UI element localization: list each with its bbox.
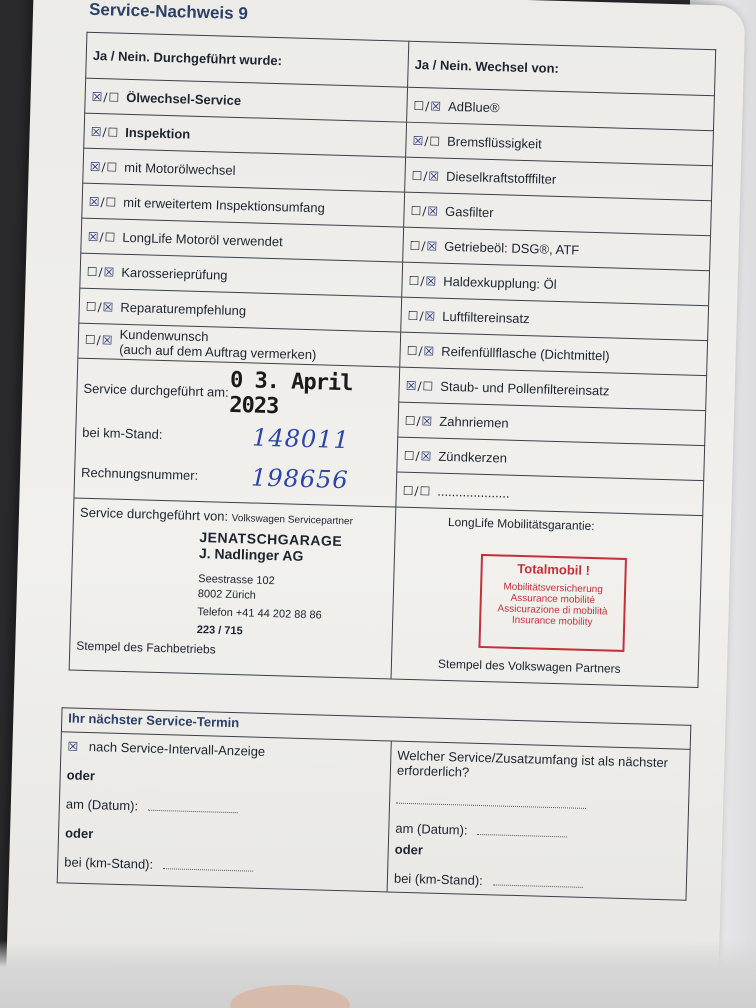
longlife-label: LongLife Mobilitätsgarantie:	[447, 514, 595, 534]
left-checkbox[interactable]: ☐/☒	[86, 264, 116, 280]
left-item-label: mit Motorölwechsel	[124, 159, 236, 178]
left-item-label: Karosserieprüfung	[121, 264, 228, 283]
right-checkbox[interactable]: ☐/☒	[410, 203, 440, 219]
left-checkbox[interactable]: ☒/☐	[88, 194, 118, 210]
next-km-field[interactable]	[163, 868, 253, 872]
right-date-field[interactable]	[477, 834, 567, 838]
oder-label-2: oder	[64, 825, 94, 842]
service-table	[69, 32, 717, 688]
km-value: 148011	[251, 422, 351, 454]
totalmobil-title: Totalmobil !	[517, 560, 591, 578]
garage-phone: Telefon +41 44 202 88 86	[197, 606, 322, 622]
right-checkbox[interactable]: ☐/☒	[411, 168, 441, 184]
right-item-label: Zahnriemen	[439, 413, 509, 431]
left-checkbox[interactable]: ☒/☐	[87, 229, 117, 245]
vw-partner-label: Volkswagen Servicepartner	[231, 512, 354, 528]
left-checkbox[interactable]: ☐/☒	[85, 299, 115, 315]
service-record-page	[5, 0, 746, 1008]
left-item-label: Reparaturempfehlung	[120, 299, 247, 318]
right-checkbox[interactable]: ☐/☒	[407, 308, 437, 324]
left-header: Ja / Nein. Durchgeführt wurde:	[86, 32, 409, 87]
left-item-label: mit erweitertem Inspektionsumfang	[123, 194, 326, 215]
km-label: bei km-Stand:	[82, 424, 163, 442]
right-item-label: Gasfilter	[444, 203, 494, 220]
garage-owner: J. Nadlinger AG	[198, 545, 304, 564]
next-question: Welcher Service/Zusatzumfang ist als nächster erforderlich?	[396, 747, 669, 780]
next-km-label: bei (km-Stand):	[64, 854, 154, 872]
right-oder-label: oder	[394, 841, 424, 858]
right-checkbox[interactable]: ☐/☒	[409, 238, 439, 254]
workshop-stamp-cell	[69, 498, 396, 679]
totalmobil-line: Assurance mobilité	[510, 592, 596, 607]
next-service-field[interactable]	[396, 803, 586, 809]
service-date-label: Service durchgeführt am:	[83, 380, 229, 400]
left-item-sublabel: (auch auf dem Auftrag vermerken)	[118, 341, 317, 363]
right-checkbox[interactable]: ☒/☐	[412, 133, 442, 149]
totalmobil-line: Insurance mobility	[511, 614, 593, 629]
totalmobil-line: Assicurazione di mobilità	[497, 603, 608, 618]
left-item-label: Kundenwunsch	[119, 326, 209, 345]
right-checkbox[interactable]: ☐/☒	[404, 413, 434, 429]
left-item-label: Inspektion	[125, 124, 191, 142]
performed-by-label: Service durchgeführt von:	[79, 504, 229, 524]
right-km-field[interactable]	[492, 884, 582, 888]
right-item-label: Reifenfüllflasche (Dichtmittel)	[441, 343, 610, 363]
next-date-label: am (Datum):	[65, 796, 139, 814]
stamp-caption-right: Stempel des Volkswagen Partners	[437, 656, 621, 676]
garage-stamp	[197, 529, 389, 641]
next-service-table	[57, 707, 692, 901]
next-service-right	[387, 741, 690, 900]
right-checkbox[interactable]: ☐/☐	[402, 483, 432, 499]
page-title: Service-Nachweis 9	[88, 0, 249, 24]
right-item-label: Staub- und Pollenfiltereinsatz	[440, 378, 610, 398]
next-date-field[interactable]	[148, 810, 238, 814]
right-item-label: AdBlue®	[447, 98, 500, 115]
left-item-label: LongLife Motoröl verwendet	[122, 229, 283, 249]
next-service-left	[57, 732, 391, 892]
totalmobil-line: Mobilitätsversicherung	[503, 581, 603, 596]
right-checkbox[interactable]: ☐/☒	[403, 448, 433, 464]
service-date-value: 0 3. April 2023	[228, 367, 353, 419]
next-service-header: Ihr nächster Service-Termin	[61, 708, 690, 750]
totalmobil-stamp	[478, 554, 627, 652]
right-checkbox[interactable]: ☒/☐	[405, 378, 435, 394]
right-item-label: Zündkerzen	[438, 448, 508, 466]
right-km-label: bei (km-Stand):	[393, 870, 484, 889]
garage-street: Seestrasse 102	[198, 573, 275, 588]
next-option1-label: nach Service-Intervall-Anzeige	[88, 739, 266, 759]
right-checkbox[interactable]: ☐/☒	[413, 98, 443, 114]
service-details	[74, 358, 400, 507]
right-item-label: Bremsflüssigkeit	[446, 133, 542, 151]
right-header: Ja / Nein. Wechsel von:	[408, 41, 716, 96]
right-item-label: Luftfiltereinsatz	[442, 308, 530, 326]
right-item-label: Haldexkupplung: Öl	[443, 273, 557, 292]
stamp-row	[69, 498, 703, 687]
partner-stamp-cell	[391, 507, 703, 688]
invoice-label: Rechnungsnummer:	[80, 464, 199, 483]
garage-code: 223 / 715	[196, 624, 243, 638]
page-bottom-area	[0, 940, 756, 1008]
right-item-label: ....................	[437, 483, 510, 501]
right-date-label: am (Datum):	[395, 820, 468, 838]
stamp-caption-left: Stempel des Fachbetriebs	[76, 638, 216, 657]
left-item-label: Ölwechsel-Service	[126, 89, 242, 108]
invoice-value: 198656	[250, 462, 350, 494]
right-checkbox[interactable]: ☐/☒	[406, 343, 436, 359]
right-item-label: Getriebeöl: DSG®, ATF	[444, 238, 580, 258]
oder-label-1: oder	[66, 767, 96, 784]
left-checkbox[interactable]: ☒/☐	[91, 89, 121, 105]
right-item-label: Dieselkraftstofffilter	[445, 168, 557, 187]
left-checkbox[interactable]: ☐/☒	[84, 333, 114, 349]
interval-checkbox[interactable]: ☒	[67, 739, 80, 754]
garage-city: 8002 Zürich	[197, 588, 257, 602]
garage-name: JENATSCHGARAGE	[199, 529, 343, 550]
left-checkbox[interactable]: ☒/☐	[89, 159, 119, 175]
left-checkbox[interactable]: ☒/☐	[90, 124, 120, 140]
right-checkbox[interactable]: ☐/☒	[408, 273, 438, 289]
